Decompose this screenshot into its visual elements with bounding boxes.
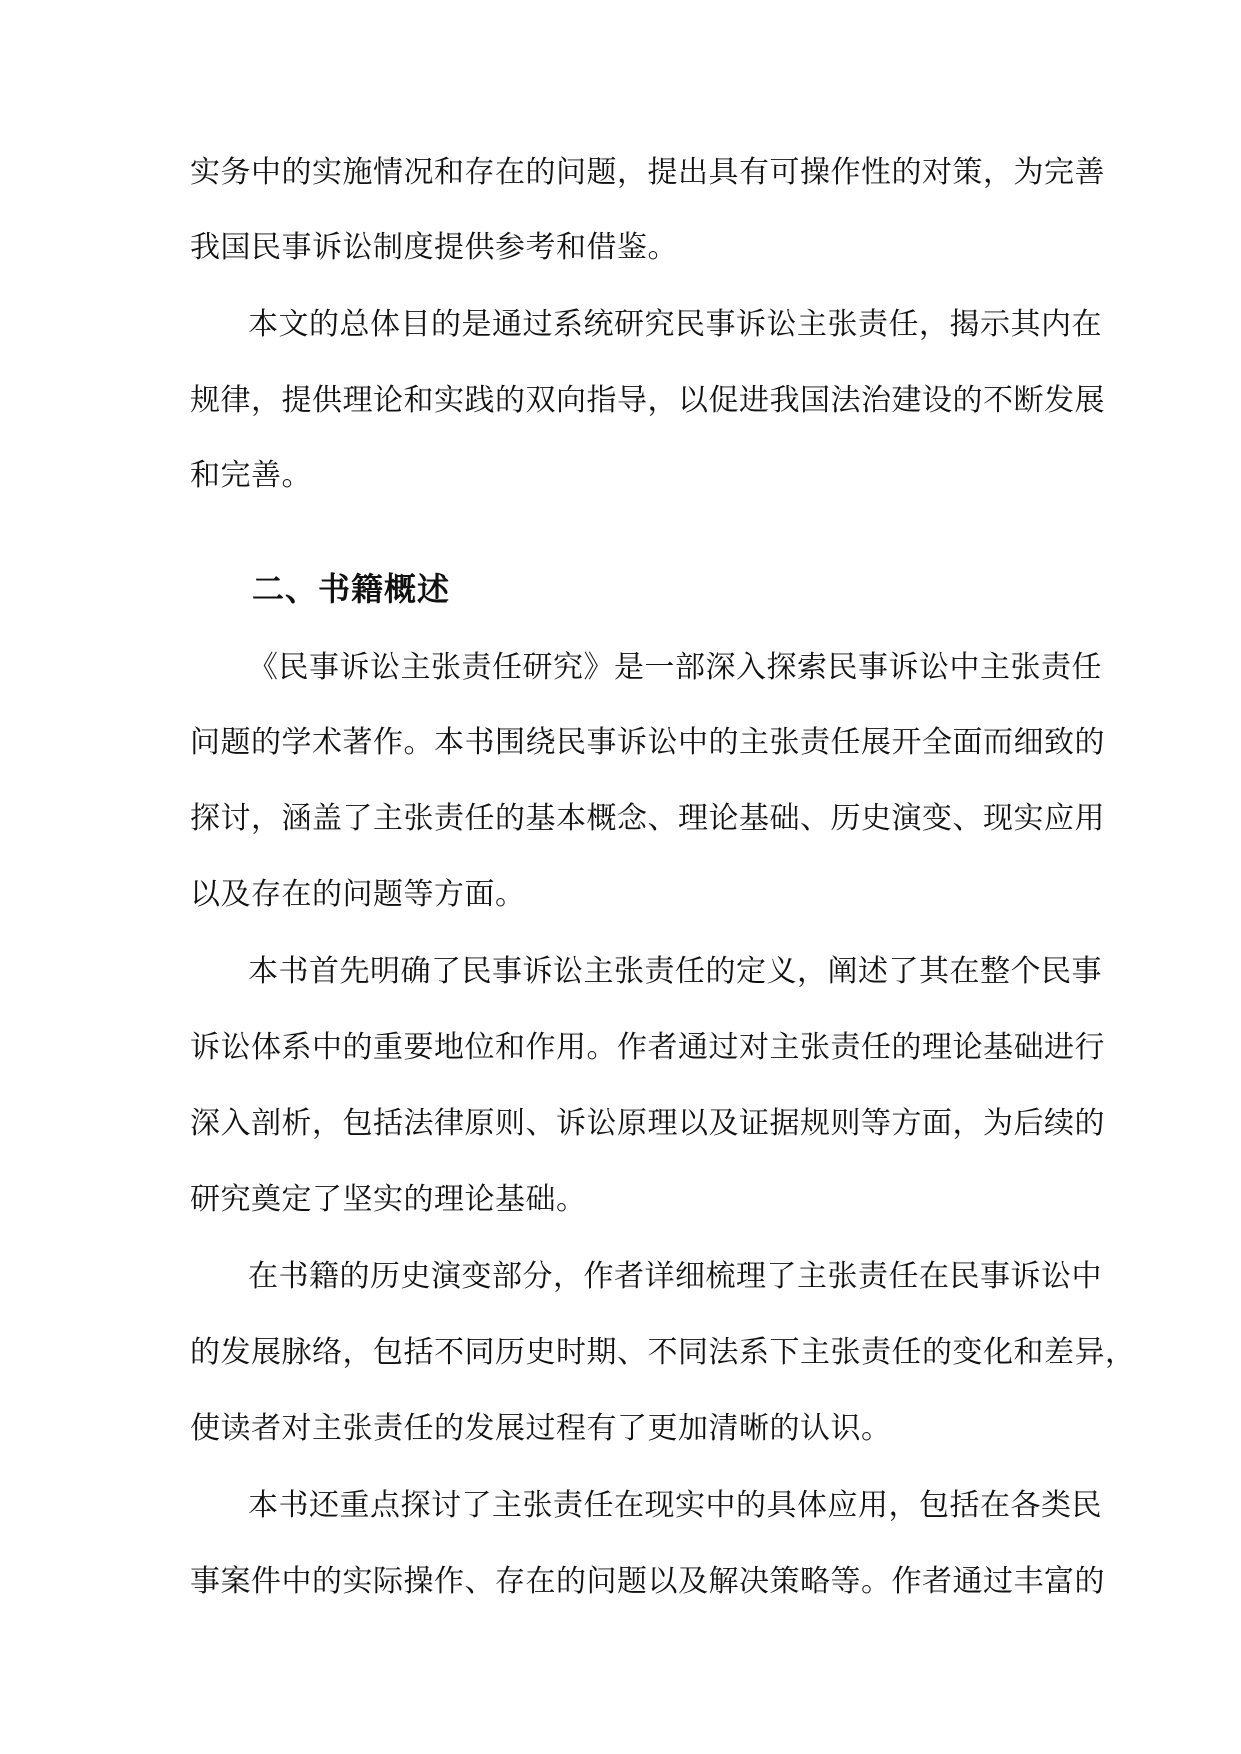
text-line: 我国民事诉讼制度提供参考和借鉴。 bbox=[190, 230, 678, 265]
text-line: 实务中的实施情况和存在的问题，提出具有可操作性的对策，为完善 bbox=[190, 155, 1105, 190]
paragraph-first-line: 在书籍的历史演变部分，作者详细梳理了主张责任在民事诉讼中 bbox=[248, 1259, 1102, 1294]
paragraph-first-line: 本书还重点探讨了主张责任在现实中的具体应用，包括在各类民 bbox=[248, 1488, 1102, 1523]
paragraph-first-line: 本文的总体目的是通过系统研究民事诉讼主张责任，揭示其内在 bbox=[248, 307, 1102, 342]
text-line: 研究奠定了坚实的理论基础。 bbox=[190, 1182, 587, 1217]
text-line: 深入剖析，包括法律原则、诉讼原理以及证据规则等方面，为后续的 bbox=[190, 1106, 1105, 1141]
text-line: 事案件中的实际操作、存在的问题以及解决策略等。作者通过丰富的 bbox=[190, 1564, 1105, 1599]
paragraph-first-line: 本书首先明确了民事诉讼主张责任的定义，阐述了其在整个民事 bbox=[248, 954, 1102, 989]
text-line: 以及存在的问题等方面。 bbox=[190, 877, 526, 912]
text-line: 诉讼体系中的重要地位和作用。作者通过对主张责任的理论基础进行 bbox=[190, 1030, 1105, 1065]
section-heading: 二、书籍概述 bbox=[252, 570, 451, 608]
paragraph-first-line: 《民事诉讼主张责任研究》是一部深入探索民事诉讼中主张责任 bbox=[248, 650, 1102, 685]
text-line: 和完善。 bbox=[190, 458, 312, 493]
text-line: 问题的学术著作。本书围绕民事诉讼中的主张责任展开全面而细致的 bbox=[190, 725, 1105, 760]
document-page bbox=[190, 0, 1136, 1754]
text-line: 使读者对主张责任的发展过程有了更加清晰的认识。 bbox=[190, 1411, 892, 1446]
text-line: 规律，提供理论和实践的双向指导，以促进我国法治建设的不断发展 bbox=[190, 383, 1105, 418]
text-line: 的发展脉络，包括不同历史时期、不同法系下主张责任的变化和差异， bbox=[190, 1335, 1136, 1370]
text-line: 探讨，涵盖了主张责任的基本概念、理论基础、历史演变、现实应用 bbox=[190, 801, 1105, 836]
